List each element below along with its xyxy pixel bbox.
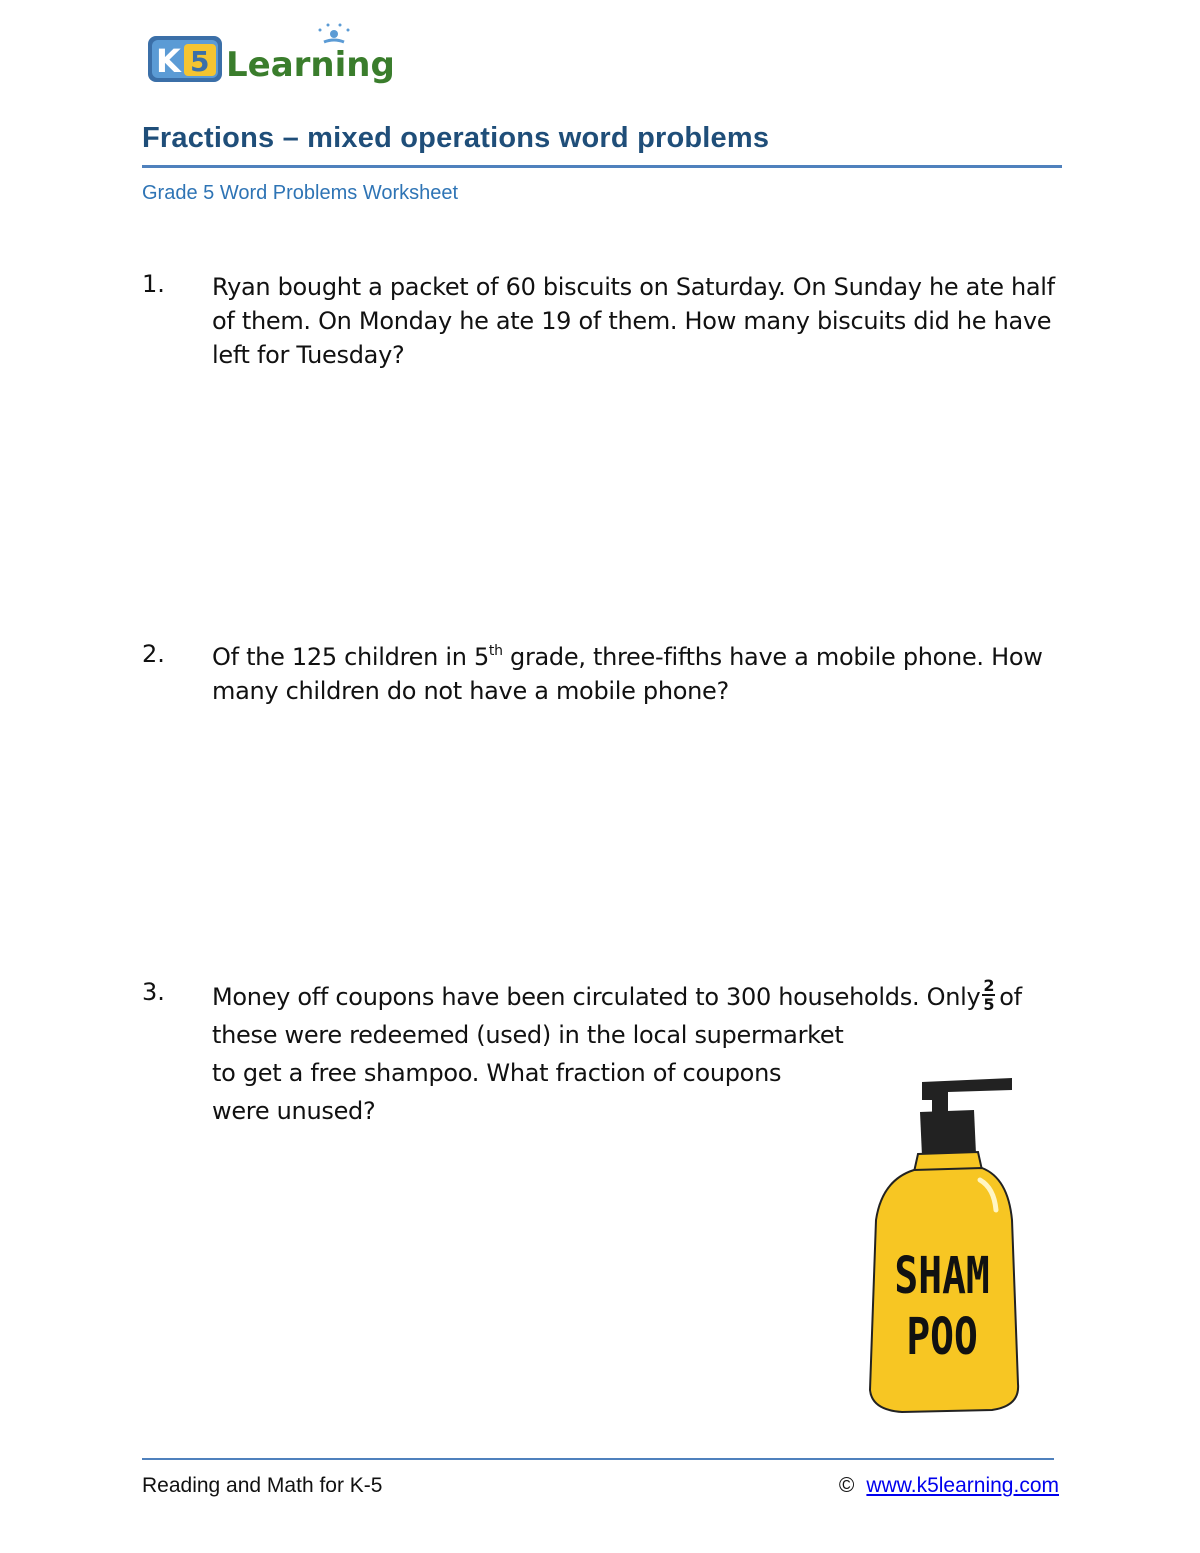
fraction-numerator: 2 [983, 976, 995, 995]
problem-text-part: Money off coupons have been circulated to 300 households. Only [212, 983, 981, 1011]
footer-divider [142, 1458, 1054, 1460]
problem-text-part: Of the 125 children in 5 [212, 643, 489, 671]
pump-nozzle [922, 1078, 1012, 1100]
problem-text-part: were unused? [212, 1097, 376, 1125]
footer-tagline: Reading and Math for K-5 [142, 1474, 383, 1497]
shampoo-bottle-icon [862, 1070, 1032, 1420]
problem-text-part: grade, three-fifths have a mobile phone. How many children do not have a mobile phone? [212, 643, 1043, 705]
copyright-icon: © [838, 1474, 855, 1497]
footer-copyright [839, 1474, 1059, 1498]
page-subtitle: Grade 5 Word Problems Worksheet [142, 182, 459, 204]
bottle-cap [920, 1110, 976, 1156]
problem-text-part: to get a free shampoo. What fraction of coupons [212, 1059, 782, 1087]
problem-number: 1. [142, 270, 165, 298]
pump-stem [932, 1098, 948, 1112]
problem-text: Ryan bought a packet of 60 biscuits on Saturday. On Sunday he ate half of them. On Monday he ate 19 of them. How many biscuits did he have left for Tuesday? [212, 273, 1055, 369]
fraction [982, 977, 995, 1013]
k5-badge [148, 36, 222, 82]
svg-text:5: 5 [190, 45, 210, 78]
svg-text:K: K [156, 42, 181, 80]
ordinal-suffix: th [488, 643, 503, 659]
problem-number: 2. [142, 640, 165, 668]
logo-figure-icon [319, 24, 350, 43]
logo-wordmark: Learning [226, 45, 395, 85]
problem-text [212, 640, 1062, 708]
problem-number: 3. [142, 978, 165, 1006]
fraction-denominator: 5 [983, 995, 995, 1014]
k5-learning-logo[interactable] [146, 22, 398, 88]
problem-text-part: of these were redeemed (used) in the local supermarket [212, 983, 1022, 1049]
website-link[interactable]: www.k5learning.com [866, 1474, 1059, 1497]
shampoo-label-line2: POO [906, 1307, 978, 1367]
page-title: Fractions – mixed operations word problems [142, 122, 770, 154]
title-divider [142, 165, 1062, 168]
shampoo-label-line1: SHAM [894, 1246, 990, 1306]
